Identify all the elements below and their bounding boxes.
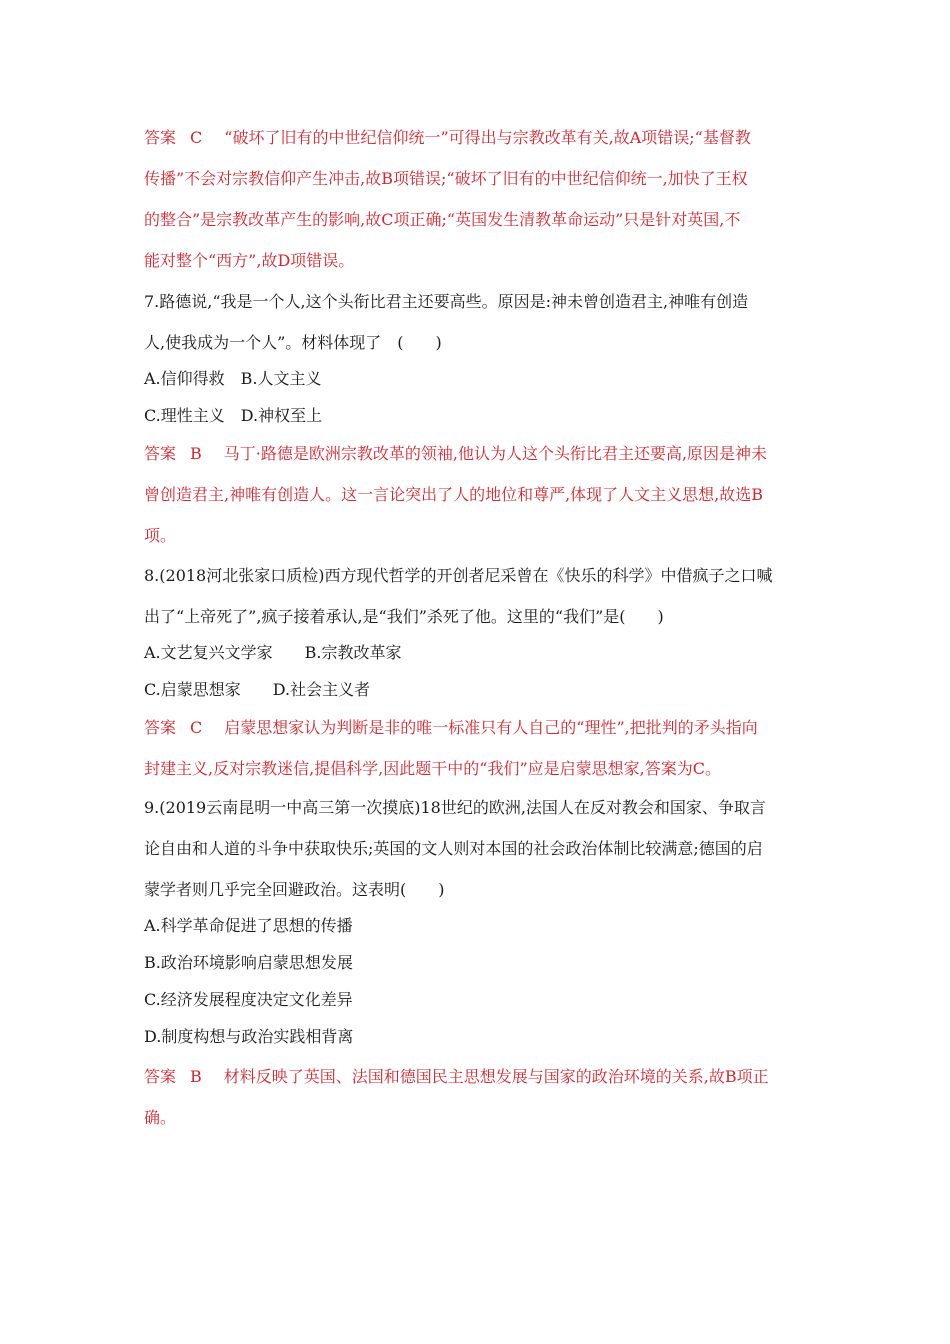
q7-stem-line-2: 人,使我成为一个人”。材料体现了 ( ) (144, 333, 442, 352)
q6-answer-line-2: 传播”不会对宗教信仰产生冲击,故B项错误;“破坏了旧有的中世纪信仰统一,加快了王权 (144, 169, 748, 188)
answer-letter: B (190, 444, 202, 463)
q6-answer (144, 117, 806, 281)
q7-option-row-2: C.理性主义 D.神权至上 (144, 406, 323, 425)
q9-options (144, 907, 806, 1055)
q8-options (144, 634, 806, 708)
q9-stem-line-3: 蒙学者则几乎完全回避政治。这表明( ) (144, 880, 445, 899)
answer-letter: B (190, 1067, 202, 1086)
q6-answer-line-3: 的整合”是宗教改革产生的影响,故C项正确;“英国发生清教革命运动”只是针对英国,不 (144, 210, 741, 229)
q9-stem (144, 787, 806, 910)
q7-options (144, 360, 806, 434)
q7-stem-line-1: 7.路德说,“我是一个人,这个头衔比君主还要高些。原因是:神未曾创造君主,神唯有创造 (144, 292, 749, 311)
answer-label: 答案 (144, 718, 177, 737)
q6-answer-line-1: 答案 C “破坏了旧有的中世纪信仰统一”可得出与宗教改革有关,故A项错误;“基督教 (144, 117, 806, 158)
q8-stem-line-2: 出了“上帝死了”,疯子接着承认,是“我们”杀死了他。这里的“我们”是( ) (144, 607, 664, 626)
q9-stem-line-2: 论自由和人道的斗争中获取快乐;英国的文人则对本国的社会政治体制比较满意;德国的启 (144, 839, 763, 858)
q8-stem (144, 555, 806, 637)
q7-answer-line-3: 项。 (144, 526, 177, 545)
answer-label: 答案 (144, 1067, 177, 1086)
q9-answer (144, 1056, 806, 1138)
q9-answer-line-1: 答案 B 材料反映了英国、法国和德国民主思想发展与国家的政治环境的关系,故B项正 (144, 1056, 806, 1097)
q8-answer-line-1: 答案 C 启蒙思想家认为判断是非的唯一标准只有人自己的“理性”,把批判的矛头指向 (144, 707, 806, 748)
q8-stem-line-1: 8.(2018河北张家口质检)西方现代哲学的开创者尼采曾在《快乐的科学》中借疯子之口喊 (144, 566, 773, 585)
q7-answer (144, 433, 806, 556)
q7-option-row-1: A.信仰得救 B.人文主义 (144, 369, 322, 388)
q9-option-c: C.经济发展程度决定文化差异 (144, 990, 353, 1009)
q9-answer-line-2: 确。 (144, 1108, 177, 1127)
q9-option-b: B.政治环境影响启蒙思想发展 (144, 953, 353, 972)
q7-answer-line-2: 曾创造君主,神唯有创造人。这一言论突出了人的地位和尊严,体现了人文主义思想,故选B (144, 485, 764, 504)
q7-answer-line-1: 答案 B 马丁·路德是欧洲宗教改革的领袖,他认为人这个头衔比君主还要高,原因是神未 (144, 433, 806, 474)
q8-answer-line-2: 封建主义,反对宗教迷信,提倡科学,因此题干中的“我们”应是启蒙思想家,答案为C。 (144, 759, 721, 778)
q7-stem (144, 281, 806, 363)
q8-option-row-1: A.文艺复兴文学家 B.宗教改革家 (144, 643, 402, 662)
answer-label: 答案 (144, 444, 177, 463)
q9-option-a: A.科学革命促进了思想的传播 (144, 916, 353, 935)
answer-label: 答案 (144, 128, 177, 147)
answer-letter: C (190, 128, 203, 147)
q8-option-row-2: C.启蒙思想家 D.社会主义者 (144, 680, 371, 699)
answer-letter: C (190, 718, 203, 737)
q9-stem-line-1: 9.(2019云南昆明一中高三第一次摸底)18世纪的欧洲,法国人在反对教会和国家、争取言 (144, 798, 766, 817)
q9-option-d: D.制度构想与政治实践相背离 (144, 1027, 354, 1046)
q6-answer-line-4: 能对整个“西方”,故D项错误。 (144, 251, 355, 270)
q8-answer (144, 707, 806, 789)
